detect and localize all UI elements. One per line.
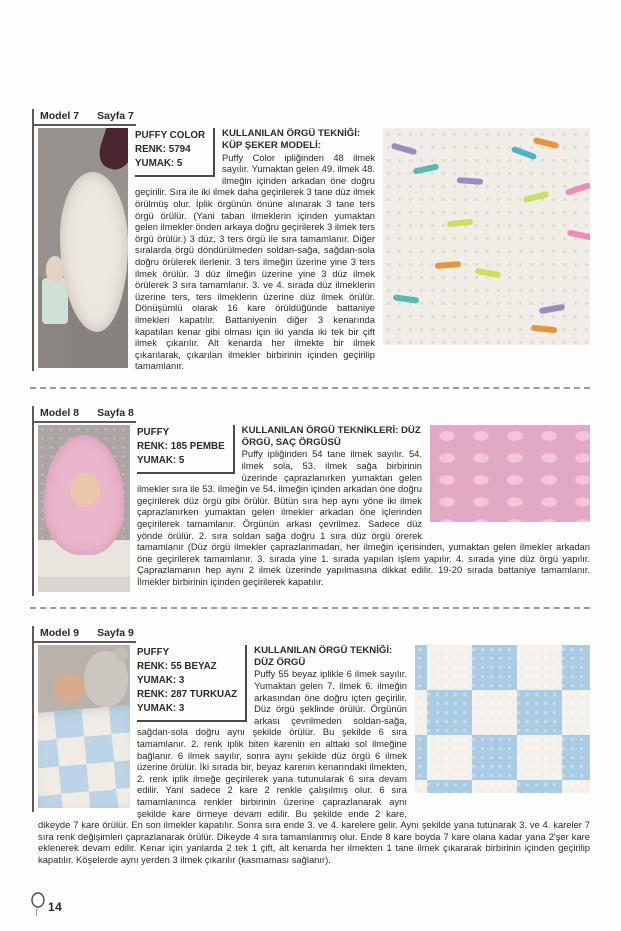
model-label: Model 8 [40, 406, 80, 419]
left-rule [32, 406, 34, 596]
yarn-info-box [137, 645, 247, 722]
model-header [34, 627, 136, 643]
yarn-name: PUFFY [137, 646, 170, 658]
stitch-swatch-photo [383, 128, 590, 345]
page-label: Sayfa 9 [97, 626, 134, 639]
stitch-swatch-photo [415, 645, 590, 793]
yarn-color: RENK: 185 PEMBE [137, 440, 225, 452]
left-rule [32, 109, 34, 371]
yarn-name: PUFFY [137, 426, 170, 438]
plant-decor [95, 128, 128, 174]
teddy-ear [114, 647, 128, 661]
yarn-info-box [135, 128, 215, 177]
dashed-separator [30, 607, 590, 609]
sleeping-baby-photo [38, 645, 130, 808]
yarn-skeins-1: YUMAK: 3 [137, 674, 185, 686]
yarn-skeins: YUMAK: 5 [135, 158, 183, 169]
stitch-swatch-photo [430, 425, 590, 522]
yarn-skeins-2: YUMAK: 3 [137, 702, 185, 714]
yarn-color: RENK: 5794 [135, 144, 191, 155]
yarn-skeins: YUMAK: 5 [137, 454, 185, 466]
section-model-7 [30, 106, 590, 372]
yarn-color-2: RENK: 287 TURKUAZ [137, 688, 238, 700]
model-label: Model 7 [40, 110, 80, 122]
balloon-icon [30, 892, 46, 923]
page-label: Sayfa 8 [97, 406, 134, 419]
yarn-info-box [137, 425, 235, 474]
baby-face [70, 473, 100, 507]
model-header [34, 407, 136, 423]
instructions-text: Puffy 55 beyaz iplikle 6 ilmek sayılır. Yumaktan gelen 7. ilmek 6. ilmeğin arkasından öne doğru içten geçirilir. Düz örgü şeklinde örülür. Örgünün arkası çevrilmeden soldan-sağa, sağdan-sola doğru aynı şekilde örülür. Bu şekilde 6 sıra tamamlanır. 2. renk iplik biten karenin en alttaki sol ilmeğine bağlanır. 6 ilmek sayılır, sonra aynı şekilde düz örgü 6 ilmek üzerine örülür. İki sırada bir, beyaz karenin kenarındaki ilmekten, 2. renk iplik ilmeğe geçirilerek yana tutunularak 6 sıra devam edilir. Yani sadece 2 kare 2 renkle çalışılmış olur. 6 sıra tamamlanınca renkler birbirinin üzerine çaprazlanarak aynı şekilde kare örmeye devam edilir. Bu şekilde ende 2 kare, dikeyde 7 kare örülür. En son ilmekler kapatılır. Sonra sıra ende 3. ve 4. karelere gelir. Aynı şekilde yana tutunarak 3. ve 4. kareler 7 sıra renk değişimleri çaprazlanarak örülür. Dikeyde 4 sıra tamamlanmış olur. Ende 8 kare boyda 7 kare olana kadar yana 2'şer kare eklenerek devam edilir. Kenar için yanlarda 2 tek 1 çift, alt kenarda her ilmekten 1 tane ilmek çıkararak birbirinin içinden geçirilip kapatılır. Köşelerde aynı yerden 3 ilmek çıkarılır (kasmaması sağlanır). [38, 668, 590, 865]
page-footer [30, 892, 590, 923]
page-number: 14 [48, 900, 63, 915]
yarn-color-1: RENK: 55 BEYAZ [137, 660, 217, 672]
model-header [34, 110, 136, 126]
dashed-separator [30, 387, 590, 389]
baby-blanket-photo [38, 425, 130, 592]
technique-heading: KULLANILAN ÖRGÜ TEKNİĞİ: KÜP ŞEKER MODELİ: [222, 128, 361, 151]
yarn-name: PUFFY COLOR [135, 130, 206, 141]
section-model-9 [30, 623, 590, 866]
model-label: Model 9 [40, 626, 80, 639]
instructions-text: Puffy Color ipliğinden 48 ilmek sayılır. Yumaktan gelen 49. ilmek 48. ilmeğin içinden arkadan öne doğru geçirilir. Sıra ile iki ilmek daha geçirilerek 3 tane düz ilmek örülmüş olur. İplik örgünün önüne alınarak 3 tane ters örgü örülür. (Yani taban ilmeklerin içinden yumaktan gelen ilmekler önden arkaya doğru geçirilerek 3 ilmek ters örgü örülür.) 3 düz, 3 ters örgü ile sıra tamamlanır. Diğer sıralarda örgü döndürülmeden soldan-sağa, sağdan-sola doğru örülerek ilerlenir. 3 ters ilmeğin üzerine yine 3 ters ilmek örülür. 3 düz ilmeğin üzerine yine 3 düz ilmek örülerek 3 sıra tamamlanır. 3. ve 4. sırada düz ilmeklerin üzerine ters, ters ilmeklerin üzerine düz ilmek örülür. Dönüşümlü olarak 16 kare örüldüğünde battaniye ilmekleri kapatılır. Battaniyenin diğer 3 kenarında kapatılan kenar gibi olması için iki yanda iki tek bir çift ilmek çıkarılır. Alt kenarda her ilmekte bir ilmek çıkarılarak, çıkarılan ilmekler birbirinin içinden geçirilip tamamlanır. [135, 151, 375, 372]
technique-heading: KULLANILAN ÖRGÜ TEKNİKLERİ: DÜZ ÖRGÜ, SAÇ ÖRGÜSÜ [241, 424, 421, 448]
baby-face [54, 673, 84, 703]
instructions-text: Puffy ipliğinden 54 tane ilmek sayılır. 54. ilmek sola, 53. ilmek sağa birbirinin üzerinde çaprazlanırken yumaktan gelen ilmekler sıra ile 53. ilmeğin ve 54. ilmeğin içinden arkadan öne doğru geçirilerek düz örgü gibi örülür. Bütün sıra hep aynı yöne iki ilmek çaprazlanırken yumaktan gelen ilmekler arkadan öne içlerinden geçirilerek tamamlanır. Örgünün arkası çevrilmez. Sadece düz yönde örülür. 2. sıra soldan sağa doğru 1 sıra düz örgü örerek tamamlanır (Düz örgü ilmekler çaprazlanmadan, her ilmeğin içerisinden, yumaktan gelen ilmekler arkadan öne geçirilerek tamamlanır. 3. sırada yine 1. sırada yapılan işlem yapılır. 4. sırada yine düz örgü yapılır. Çaprazlamanın hep aynı 2 ilmek üzerinde yapılmasına dikkat edilir. 19-20 sırada battaniye tamamlanır. İlmekler birbirinin içinden geçirilerek kapatılır. [137, 448, 590, 587]
blanket-photo [38, 128, 128, 368]
page-label: Sayfa 7 [97, 110, 134, 122]
canister [42, 278, 68, 324]
technique-heading: KULLANILAN ÖRGÜ TEKNİĞİ: DÜZ ÖRGÜ [254, 644, 393, 668]
left-rule [32, 626, 34, 812]
checkered-blanket [38, 705, 130, 808]
section-model-8 [30, 403, 590, 592]
